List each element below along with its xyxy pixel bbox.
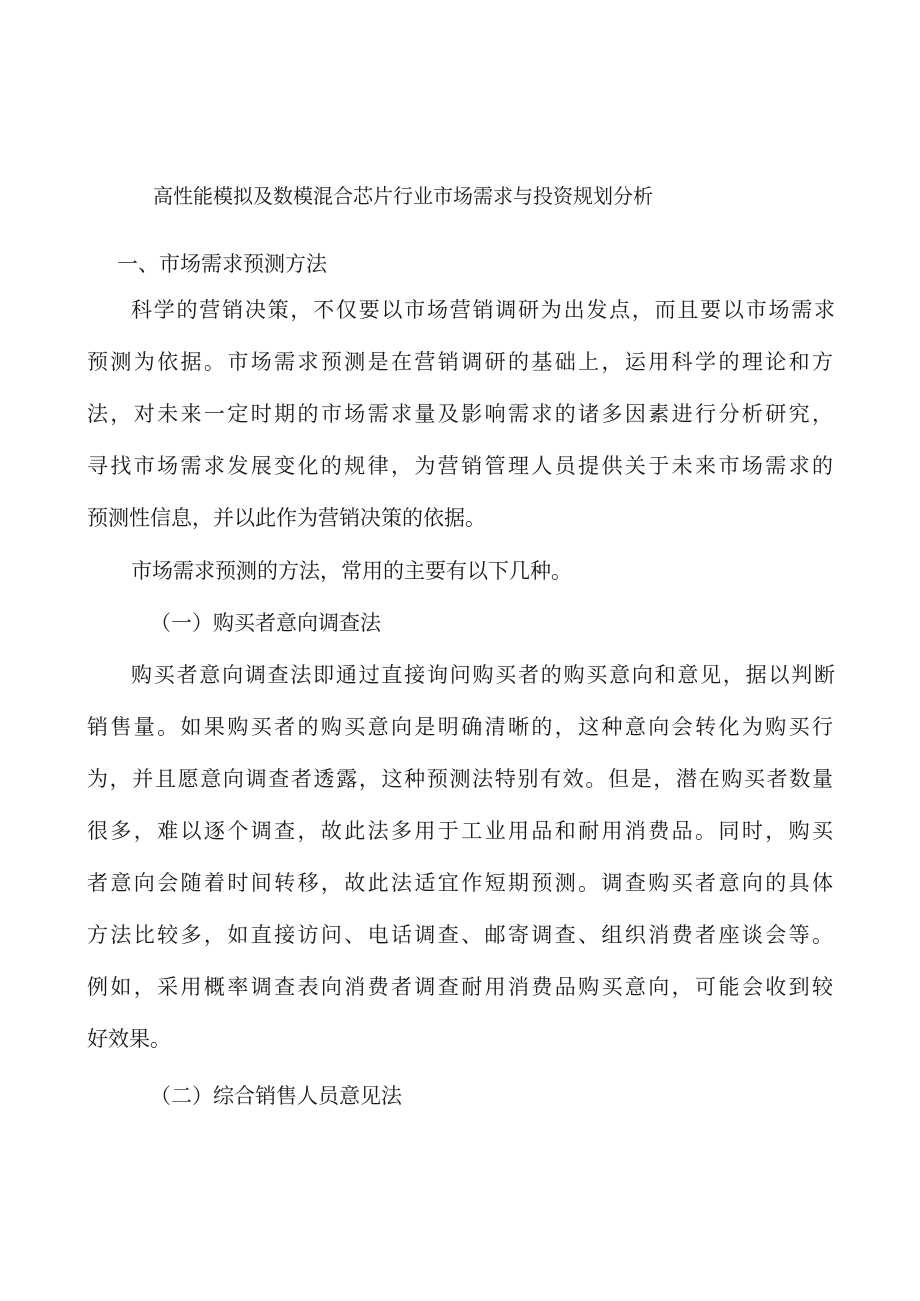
paragraph-line: 预测为依据。市场需求预测是在营销调研的基础上，运用科学的理论和方 [87,350,833,374]
subsection-heading: （一）购买者意向调查法 [150,611,381,635]
paragraph-line: 科学的营销决策，不仅要以市场营销调研为出发点，而且要以市场需求 [131,298,835,322]
paragraph-line: 好效果。 [87,1027,171,1051]
paragraph-line: 例如，采用概率调查表向消费者调查耐用消费品购买意向，可能会收到较 [87,975,833,999]
document-title: 高性能模拟及数模混合芯片行业市场需求与投资规划分析 [153,184,653,208]
paragraph-line: 法，对未来一定时期的市场需求量及影响需求的诸多因素进行分析研究， [87,402,833,426]
paragraph-line: 为，并且愿意向调查者透露，这种预测法特别有效。但是，潜在购买者数量 [87,767,833,791]
paragraph-line: 很多，难以逐个调查，故此法多用于工业用品和耐用消费品。同时，购买 [87,819,833,843]
paragraph-line: 寻找市场需求发展变化的规律，为营销管理人员提供关于未来市场需求的 [87,454,833,478]
paragraph-line: 预测性信息，并以此作为营销决策的依据。 [87,506,486,530]
paragraph-line: 市场需求预测的方法，常用的主要有以下几种。 [131,559,572,583]
paragraph-line: 销售量。如果购买者的购买意向是明确清晰的，这种意向会转化为购买行 [87,715,833,739]
paragraph-line: 购买者意向调查法即通过直接询问购买者的购买意向和意见，据以判断 [131,663,835,687]
paragraph-line: 者意向会随着时间转移，故此法适宜作短期预测。调查购买者意向的具体 [87,871,833,895]
section-heading: 一、市场需求预测方法 [117,252,327,276]
paragraph-line: 方法比较多，如直接访问、电话调查、邮寄调查、组织消费者座谈会等。 [87,923,833,947]
subsection-heading: （二）综合销售人员意见法 [150,1084,402,1108]
